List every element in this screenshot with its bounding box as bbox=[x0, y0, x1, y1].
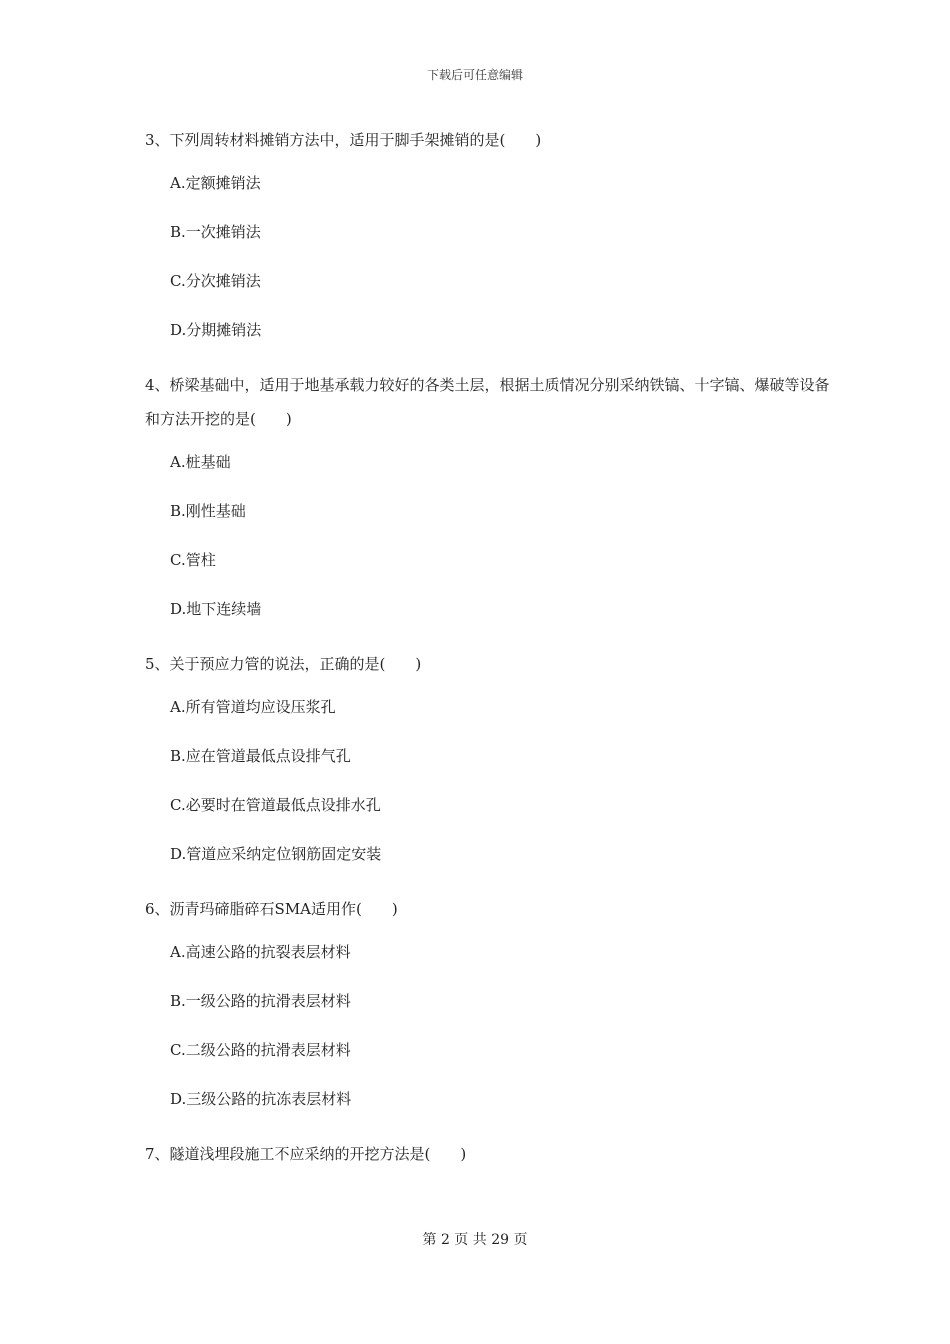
page-footer: 第 2 页 共 29 页 bbox=[422, 1232, 528, 1248]
option-c: C.必要时在管道最低点设排水孔 bbox=[170, 796, 381, 814]
option-c: C.管柱 bbox=[170, 551, 216, 569]
question-block bbox=[145, 368, 835, 620]
option-b: B.刚性基础 bbox=[170, 502, 246, 520]
question-text: 5、关于预应力管的说法，正确的是( ) bbox=[145, 655, 422, 673]
option-d: D.地下连续墙 bbox=[170, 600, 262, 618]
option-d: D.分期摊销法 bbox=[170, 321, 262, 339]
page-header: 下载后可任意编辑 bbox=[426, 68, 523, 82]
question-block bbox=[145, 1137, 835, 1171]
question-block bbox=[145, 123, 835, 341]
option-a: A.所有管道均应设压浆孔 bbox=[170, 698, 336, 716]
option-a: A.桩基础 bbox=[170, 453, 231, 471]
question-block bbox=[145, 892, 835, 1110]
question-text: 4、桥梁基础中，适用于地基承载力较好的各类土层，根据土质情况分别采纳铁镐、十字镐、爆破等设备和方法开挖的是( ) bbox=[145, 376, 830, 428]
option-d: D.管道应采纳定位钢筋固定安装 bbox=[170, 845, 382, 863]
question-text: 7、隧道浅埋段施工不应采纳的开挖方法是( ) bbox=[145, 1145, 467, 1163]
question-text: 6、沥青玛碲脂碎石SMA适用作( ) bbox=[145, 900, 398, 918]
option-d: D.三级公路的抗冻表层材料 bbox=[170, 1090, 352, 1108]
option-c: C.二级公路的抗滑表层材料 bbox=[170, 1041, 351, 1059]
question-block bbox=[145, 647, 835, 865]
option-a: A.定额摊销法 bbox=[170, 174, 261, 192]
option-c: C.分次摊销法 bbox=[170, 272, 261, 290]
question-text: 3、下列周转材料摊销方法中，适用于脚手架摊销的是( ) bbox=[145, 131, 542, 149]
option-b: B.一次摊销法 bbox=[170, 223, 261, 241]
option-b: B.应在管道最低点设排气孔 bbox=[170, 747, 351, 765]
document-body bbox=[145, 123, 835, 1186]
option-b: B.一级公路的抗滑表层材料 bbox=[170, 992, 351, 1010]
option-a: A.高速公路的抗裂表层材料 bbox=[170, 943, 351, 961]
